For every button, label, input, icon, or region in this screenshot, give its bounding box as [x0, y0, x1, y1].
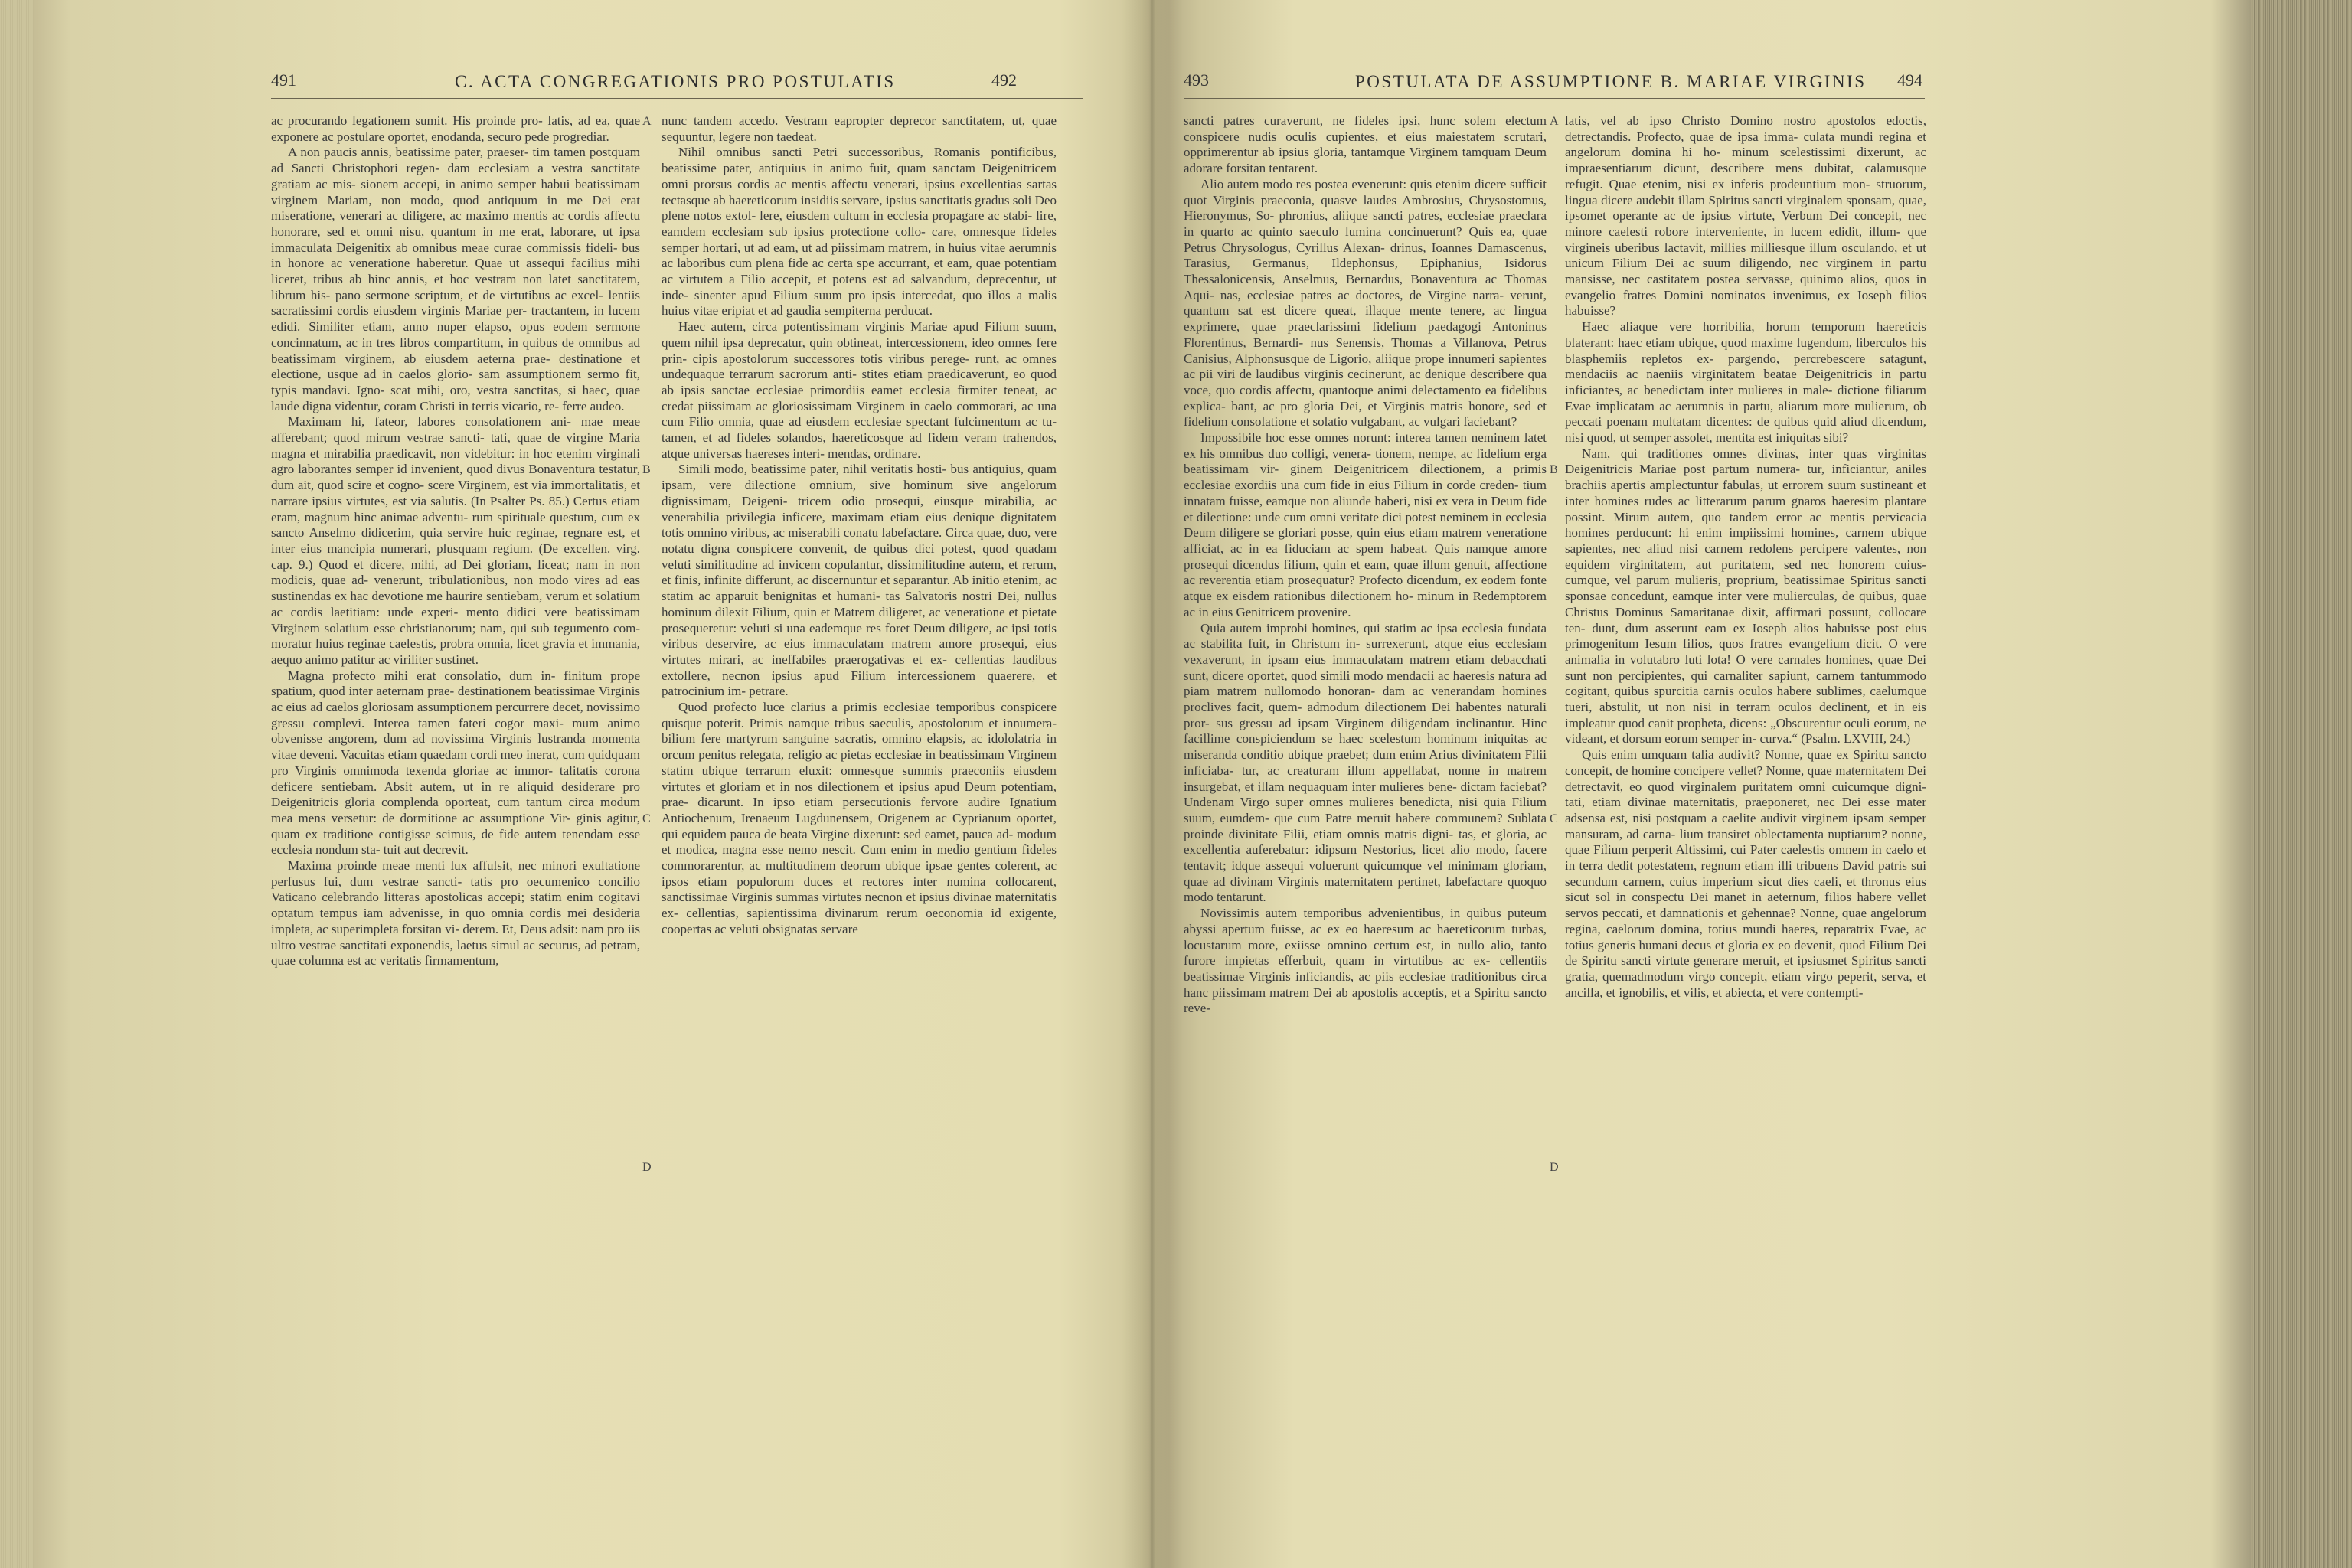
- margin-letter-a-left: A: [642, 115, 652, 128]
- page-number-494: 494: [1897, 70, 1922, 90]
- left-page-column-2: [662, 113, 1057, 1534]
- paragraph: nunc tandem accedo. Vestram eapropter deprecor sanctitatem, ut, quae sequuntur, legere non taedeat.: [662, 113, 1057, 144]
- page-number-492: 492: [991, 70, 1017, 90]
- left-page-column-1: [271, 113, 640, 1534]
- paragraph: Nam, qui traditiones omnes divinas, inter quas virginitas Deigenitricis Mariae post partum numera- tur, inficiantur, aniles brachiis apertis amplectuntur fabulas, ut errorem suum sustineant et inter homines rudes ac litterarum parum gnaros haeresim plantare possint. Mirum autem, quo tandem error ac mentis pervicacia homines perducunt: hi enim impiissimi homines, carnem ubique sapientes, nec aliud nisi carnem redolens percipere valentes, non equidem virginitatem, aut puritatem, sed nec honorem cuius- cumque, vel parum mulieris, proprium, beatissimae Spiritus sancti sponsae concedunt, eamque inter vere mulierculas, de quibus, quae Christus Dominus Samaritanae dixit, affirmari possunt, collocare ten- dunt, dum asserunt eam ex Ioseph alios habuisse post eius primogenitum Iesum filios, quos fratres evangelium dicit. O vere animalia in volutabro luti lota! O vere carnales homines, quae Dei sunt non percipientes, qui carnaliter sapiunt, carnem tantummodo cogitant, quibus spurcitia carnis oculos habere sublimes, caelumque tueri, abstulit, ut non nisi in terram oculos declinent, et in eis impleatur quod canit propheta, dicens: „Obscurentur oculi eorum, ne videant, et dorsum eorum semper in- curva.“ (Psalm. LXVIII, 24.): [1565, 446, 1926, 746]
- paragraph: Quod profecto luce clarius a primis ecclesiae temporibus conspicere quisque poterit. Primis namque tribus saeculis, apostolorum et innumera- bilium fere martyrum sanguine sacratis, omnino elapsis, ac idololatria in orcum penitus relegata, religio ac pietas ecclesiae in beatissimam Virginem statim ubique terrarum eluxit: omnesque summis praeconiis eiusdem virtutes et gloriam et in nos dilectionem et ipsius apud Deum potentiam, prae- dicarunt. In ipso etiam persecutionis fervore audire Ignatium Antiochenum, Irenaeum Lugdunensem, Origenem ac Cyprianum oportet, qui equidem pauca de beata Virgine dixerunt: sed eamet, pauca ad- modum et modica, magna esse nemo nescit. Cum enim in medio gentium fideles commorarentur, ac multitudinem deorum ubique ipsae gentes colerent, ac ipsos etiam populorum duces et rectores inter numina collocarent, sanctissimae Virginis summas virtutes necnon et ipsius divinae maternitatis ex- cellentias, sapientissima divinarum rerum oeconomia id exigente, coopertas ac veluti obsignatas servare: [662, 700, 1057, 936]
- paragraph: Maxima proinde meae menti lux affulsit, nec minori exultatione perfusus fui, dum vestrae sancti- tatis pro oecumenico concilio Vaticano celebrando litteras apostolicas accepi; statim enim cogitavi optatum tempus iam advenisse, in quo omnia cordis mei desideria impleta, ac superimpleta forsitan vi- derem. Et, Deus adsit: nam pro iis ultro vestrae sanctitati exponendis, laetus simul ac securus, ad petram, quae columna est ac veritatis firmamentum,: [271, 858, 640, 969]
- page-number-493: 493: [1184, 70, 1209, 90]
- margin-letter-b-left: B: [642, 463, 651, 476]
- paragraph: Alio autem modo res postea evenerunt: quis etenim dicere sufficit quot Virginis praeconia, quasve laudes Ambrosius, Chrysostomus, Hieronymus, So- phronius, aliique sancti patres, ecclesiae praeclara in quarto ac quinto saeculo lumina concinuerunt? Quis ea, quae Petrus Chrysologus, Cyrillus Alexan- drinus, Ioannes Damascenus, Tarasius, Germanus, Ildephonsus, Epiphanius, Isidorus Thessalonicensis, Anselmus, Bernardus, Bonaventura ac Thomas Aqui- nas, ecclesiae patres ac doctores, de Virgine narra- verunt, quantum sat est dicere queat, illaque mente tenere, ac lingua exprimere, quae praeclarissimi fidelium paedagogi Antoninus Florentinus, Bernardi- nus Senensis, Thomas a Villanova, Petrus Canisius, Alphonsusque de Ligorio, aliique prope innumeri sapientes ac pii viri de laudibus virginis cecinerunt, ac denique describere qua voce, quo cordis affectu, quantoque animi delectamento ea fidelibus explica- bant, ac pro gloria Dei, et Virginis matris honore, sed et fidelium consolatione et solatio vulgabant, ac vulgari faciebant?: [1184, 176, 1547, 430]
- margin-letter-a-right: A: [1550, 115, 1559, 128]
- header-rule-left: [271, 98, 1083, 99]
- paragraph: Maximam hi, fateor, labores consolationem ani- mae meae afferebant; quod mirum vestrae sancti- tati, quae de virgine Maria magna et mirabilia praedicavit, non videbitur: in hoc etenim virginali agro laborantes semper id invenient, quod divus Bonaventura testatur, dum ait, quod scire et cogno- scere Virginem, est via immortalitatis, et narrare ipsius virtutes, est via salutis. (In Psalter Ps. 85.) Certus etiam eram, magnum hinc animae adventu- rum spirituale questum, cum ex sancto Anselmo didicerim, quia servire huic reginae, regnare est, et inter eius mancipia numerari, plusquam regium. (De excellen. virg. cap. 9.) Quod et dicere, mihi, ad Dei gloriam, liceat; nam in non modicis, quae ad- venerunt, tribulationibus, non modo vires ad eas sustinendas ex hac devotione me haurire sentiebam, verum et solatium ac cordis laetitiam: unde experi- mento didici vere beatissimam Virginem solatium esse christianorum; nam, qui sub tegumento com- moratur huius reginae caelestis, probra omnia, licet gravia et immania, aequo animo patitur ac viriliter sustinet.: [271, 414, 640, 667]
- paragraph: Impossibile hoc esse omnes norunt: interea tamen neminem latet ex his omnibus duo colligi, venera- tionem, nempe, ac fidelium erga beatissimam vir- ginem Deigenitricem dilectionem, a primis ecclesiae exordiis una cum fide in eius Filium in corde creden- tium innatam fuisse, eamque non aliunde haberi, nisi ex vera in Deum fide et dilectione: unde cum omni veritate dici potest neminem in ecclesia Deum diligere se gloriari posse, quin eius etiam matrem veneratione afficiat, ac in ea fiduciam ac spem habeat. Quis namque amore prosequi dicendus filium, quin et eam, quae illum genuit, affectione ac reverentia etiam prosequatur? Profecto dicendum, ex eodem fonte atque ex eisdem rationibus dilectionem ho- minum in Redemptorem ac in eius Genitricem provenire.: [1184, 430, 1547, 619]
- header-rule-right: [1184, 98, 1925, 99]
- paragraph: Simili modo, beatissime pater, nihil veritatis hosti- bus antiquius, quam ipsam, vere dilectione omnium, sive hominum sive angelorum dignissimam, Deigeni- tricem odio prosequi, eiusque mirabilia, ac venerabilia privilegia inficere, maximam etiam eius denique dignitatem totis omnino viribus, ac miserabili conatu labefactare. Circa quae, duo, vere notatu digna conspicere convenit, de quibus dici potest, quod quadam veluti similitudine ad invicem copulantur, dissimilitudine autem, et rerum, et finis, infinite differunt, ac discernuntur et separantur. Ab initio etenim, ac statim ac apparuit benignitas et humani- tas Salvatoris nostri Dei, nullus hominum dilexit Filium, quin et Matrem diligeret, ac veneratione et pietate prosequeretur: veluti si una eademque res foret Deum diligere, ac ipsi totis viribus deservire, ac eius immaculatam matrem amore prosequi, eius virtutes mirari, ac ineffabiles praerogativas et ex- cellentias laudibus extollere, necnon ipsius apud Filium intercessionem quaerere, et patrocinium im- petrare.: [662, 462, 1057, 699]
- margin-letter-b-right: B: [1550, 463, 1558, 476]
- margin-letter-d-right: D: [1550, 1161, 1559, 1174]
- paragraph: Haec aliaque vere horribilia, horum temporum haereticis blaterant: haec etiam ubique, quod maxime lugendum, liberculos his blasphemiis repletos ex- pargendo, percrebescere satagunt, mendaciis ac naeniis virginitatem beatae Deigenitricis in partu inficiantes, ac benedictam inter mulieres in male- dictione filiarum Evae implicatam ac aerumnis in partu, aliarum more mulierum, ob peccati poenam multatam dicentes: de quibus quid aliud dicendum, nisi quod, ut semper assolet, mentita est iniquitas sibi?: [1565, 319, 1926, 446]
- margin-letter-c-right: C: [1550, 812, 1558, 825]
- paragraph: latis, vel ab ipso Christo Domino nostro apostolos edoctis, detrectandis. Profecto, quae de ipsa imma- culata mundi regina et angelorum domina hi ho- minum scelestissimi dixerunt, ac impraesentiarum dicunt, describere mens dubitat, calamusque refugit. Quae etenim, nisi ex inferis prodeuntium mon- struorum, lingua dicere audebit illam Spiritus sancti virginalem sponsam, quae, ipsomet operante ac de ipsius virtute, Verbum Dei concepit, nec minore caelesti robore interveniente, in lucem edidit, illum- que virgineis uberibus lactavit, millies milliesque illum osculando, et ut unicum Filium Dei ac suum diligendo, nec virginem in partu mansisse, nec castitatem postea servasse, quinimo alios, quos in evangelio fratres Domini nominatos invenimus, ex Ioseph filios habuisse?: [1565, 113, 1926, 318]
- right-page-column-1: [1184, 113, 1547, 1534]
- paragraph: Novissimis autem temporibus advenientibus, in quibus puteum abyssi apertum fuisse, ac ex eo haeresum ac haereticorum turbas, locustarum more, exiisse omnino certum est, in nullo alio, tanto furore impietas efferbuit, quam in virtutibus ac ex- cellentiis beatissimae Virginis inficiandis, ac piis ecclesiae traditionibus circa hanc piissimam matrem Dei ab apostolis acceptis, et a Spiritu sancto reve-: [1184, 906, 1547, 1016]
- paragraph: Haec autem, circa potentissimam virginis Mariae apud Filium suum, quem nihil ipsa deprecatur, quin obtineat, intercessionem, ideo omnes fere prin- cipis apostolorum successores totis viribus perege- runt, ac omnes undequaque terrarum sacrorum anti- stites etiam praedicaverunt, eo quod ab ipsis sanctae ecclesiae primordiis eamet ecclesia firmiter teneat, ac credat piissimam ac gloriosissimam Virginem in caelo commorari, ac una cum Filio omnia, quae ad eiusdem ecclesiae spectant fulcimentum ac tu- tamen, et ad fideles solandos, haereticosque ad fidem veram trahendos, atque universas haereses interi- mendas, ordinare.: [662, 319, 1057, 461]
- margin-letter-c-left: C: [642, 812, 651, 825]
- margin-letter-d-left: D: [642, 1161, 652, 1174]
- paragraph: Nihil omnibus sancti Petri successoribus, Romanis pontificibus, beatissime pater, antiquius in animo fuit, quam sanctam Deigenitricem omni prorsus cordis ac mentis affectu venerari, ipsius excellentias sartas tectasque ab haereticorum insidiis servare, ipsius sanctitatis gradus soli Deo plene notos extol- lere, eiusdem cultum in ecclesia propagare ac stabi- lire, eamdem ecclesiam sub ipsius protectione collo- care, omnesque fideles semper hortari, ut ad eam, ut ad piissimam matrem, in huius vitae aerumnis ac laboribus cum plena fide ac certa spe accurrant, et eam, quae potentiam ac virtutem a Filio accepit, et potens est ad salvandum, deprecentur, ut inde- sinenter apud Filium suum pro ipsis intercedat, quo illos a malis huius vitae eripiat et ad gaudia sempiterna perducat.: [662, 145, 1057, 318]
- paragraph: Quis enim umquam talia audivit? Nonne, quae ex Spiritu sancto concepit, de homine concipere vellet? Nonne, quae maternitatem Dei detrectavit, eo quod virginalem puritatem omni cuicumque digni- tati, etiam divinae maternitatis, praeponeret, nec Dei esse mater adsensa est, nisi postquam a caelite audivit virginem ipsam semper mansuram, ad carna- lium transiret oblectamenta nuptiarum? nonne, quae Filium perperit Altissimi, cui Pater caelestis omnem in caelo et in terra dedit potestatem, regnum etiam illi tribuens David patris sui secundum carnem, cuius imperium sicut dies caeli, et thronus eius sicut sol in conspectu Dei manet in aeternum, filios habere vellet servos peccati, et damnationis et gehennae? Nonne, quae angelorum regina, caelorum domina, totius mundi haeres, reparatrix Evae, ac totius generis humani decus et gloria ex eo devenit, quod Filium Dei de Spiritu sancti virtute generare meruit, et ipsiusmet Spiritus sancti gratia, quemadmodum virgo concepit, etiam virgo peperit, serva, et ancilla, et ignobilis, et vilis, et abiecta, et vere contempti-: [1565, 747, 1926, 1000]
- running-head-left: C. ACTA CONGREGATIONIS PRO POSTULATIS: [455, 72, 896, 91]
- page-number-491: 491: [271, 70, 296, 90]
- book-gutter: [1122, 0, 1183, 1568]
- paragraph: Magna profecto mihi erat consolatio, dum in- finitum prope spatium, quod inter aeternam prae- destinationem beatissimae Virginis ac eius ad caelos gloriosam assumptionem percurrere decet, novissimo gressu complevi. Interea tamen fateri cogor maxi- mum animo obvenisse angorem, dum ad novissima Virginis lustranda momenta vitae deveni. Vacuitas etiam quaedam cordi meo inerat, cum quidquam pro Virginis omnimoda texenda gloriae ac immor- talitatis corona deficere sentiebam. Absit autem, ut in re aliquid desiderare pro Deigenitricis gloria complenda oporteat, cum tantum circa modum mea mens versetur: de dormitione ac assumptione Vir- ginis agitur, quam ex traditione contigisse scimus, de fide autem tenendam esse ecclesia nondum sta- tuit aut decrevit.: [271, 668, 640, 858]
- right-page-column-2: [1565, 113, 1926, 1534]
- paragraph: ac procurando legationem sumit. His proinde pro- latis, ad ea, quae exponere ac postulare oportet, enodanda, securo pede progrediar.: [271, 113, 640, 144]
- left-page-edges: [0, 0, 34, 1568]
- paragraph: sancti patres curaverunt, ne fideles ipsi, hunc solem electum conspicere nudis oculis cupientes, et eius maiestatem scrutari, opprimerentur ab ipsius gloria, tantamque Virginem tamquam Deum adorare forsitan tentarent.: [1184, 113, 1547, 176]
- paragraph: Quia autem improbi homines, qui statim ac ipsa ecclesia fundata ac stabilita fuit, in Christum in- surrexerunt, atque eius ecclesiam vexaverunt, in ipsam eius immaculatam matrem etiam debacchati sunt, dicere oportet, quod simili modo mendacii ac haeresis natura ad piam matrem nullomodo honoran- dam ac venerandam homines proclives facit, quem- admodum dilectionem Dei habentes naturali pror- sus gressu ad ipsam Virginem diligendam inclinantur. Hinc facillime conspiciendum se haec scelestum hominum iniquitas ac miseranda conditio ubique praebet; dum enim Arius divinitatem Filii inficiaba- tur, ac creaturam illum appellabat, nonne in matrem insurgebat, et illam nequaquam inter mulieres bene- dictam faciebat? Undenam Virgo super omnes mulieres benedicta, nisi quia Filium suum, eumdem- que cum Patre meruit habere communem? Sublata proinde divinitate Filii, etiam omnis matris digni- tas, et gloria, ac excellentia auferebatur: idipsum Nestorius, licet alio modo, facere tentavit; idque assequi voluerunt quicumque vel minimam gloriam, quae ad divinam Virginis maternitatem pertinet, labefactare quoquo modo tentarunt.: [1184, 620, 1547, 905]
- running-head-right: POSTULATA DE ASSUMPTIONE B. MARIAE VIRGINIS: [1355, 72, 1867, 91]
- right-page-edges: [2251, 0, 2352, 1568]
- paragraph: A non paucis annis, beatissime pater, praeser- tim tamen postquam ad Sancti Christophori regen- dam ecclesiam a vestra sanctitate gratiam ac mis- sionem accepi, in animo semper habui beatissimam virginem Mariam, non modo, quod antiquum in me Dei erat miseratione, venerari ac diligere, ac maximo mentis ac cordis affectu honorare, sed et omni nisu, quantum in me erat, laborare, ut ipsa immaculata Deigenitix ab omnibus meae curae commissis fideli- bus in honore ac veneratione haberetur. Quae ut assequi facilius mihi liceret, tribus ab hinc annis, et hoc vestram non latet sanctitatem, librum his- pano sermone scriptum, et de virtutibus ac excel- lentiis sacratissimi cordis eiusdem virginis Mariae per- tractantem, in lucem edidi. Similiter etiam, anno nuper elapso, opus eodem sermone concinnatum, ac in tres libros compartitum, in quibus de omnibus ad beatissimam virginem, ab eiusdem aeterna prae- destinatione et electione, usque ad in caelos glorio- sam assumptionem sermo fit, typis mandavi. Igno- scat mihi, oro, vestra sanctitas, si haec, quae laude digna videntur, coram Christi in terris vicario, re- ferre audeo.: [271, 145, 640, 413]
